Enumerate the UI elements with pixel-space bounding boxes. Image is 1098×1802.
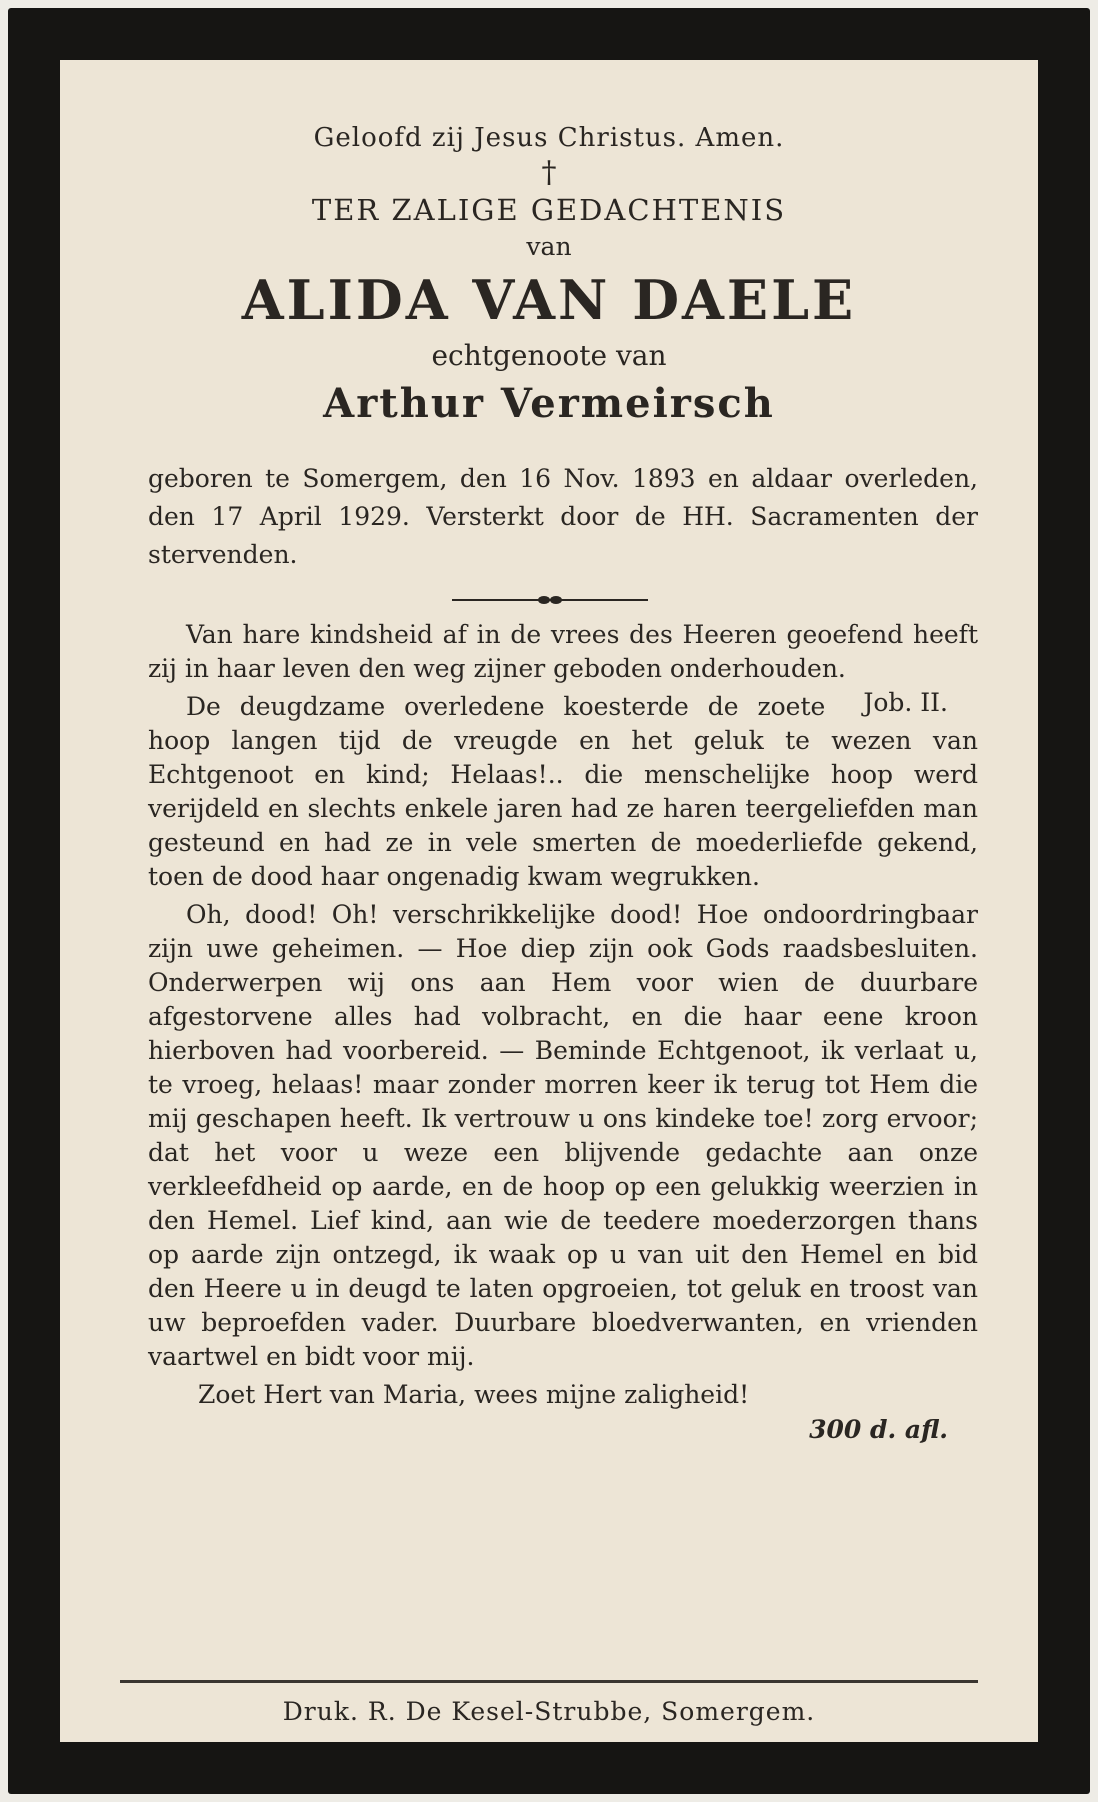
- indulgence-note: 300 d. afl.: [809, 1415, 948, 1444]
- verse-text: Van hare kindsheid af in de vrees des Heeren geoefend heeft zij in haar leven den weg zijner geboden onderhouden.: [148, 620, 978, 683]
- paragraph-farewell: Oh, dood! Oh! verschrikkelijke dood! Hoe ondoordringbaar zijn uwe geheimen. — Hoe diep zijn ook Gods raadsbesluiten. Onderwerpen wij ons aan Hem voor wien de duurbare afgestorvene alles had volbracht, en die haar eene kroon hierboven had voorbereid. — Beminde Echtgenoot, ik verlaat u, te vroeg, helaas! maar zonder morren keer ik terug tot Hem die mij geschapen heeft. Ik vertrouw u ons kindeke toe! zorg ervoor; dat het voor u weze een blijvende gedachte aan onze verkleefdheid op aarde, en de hoop op een gelukkig weerzien in den Hemel. Lief kind, aan wie de teedere moederzorgen thans op aarde zijn ontzegd, ik waak op u van uit den Hemel en bid den Heere u in deugd te laten opgroeien, tot geluk en troost van uw beproefden vader. Duurbare bloedverwanten, en vrienden vaartwel en bidt voor mij.: [148, 900, 978, 1371]
- printer-credit: Druk. R. De Kesel-Strubbe, Somergem.: [282, 1697, 816, 1726]
- deceased-name: ALIDA VAN DAELE: [241, 268, 857, 332]
- card-paper: [60, 60, 1038, 1742]
- scripture-verse: [148, 618, 978, 717]
- memoriam-heading: TER ZALIGE GEDACHTENIS: [311, 193, 787, 227]
- memorial-card: [8, 8, 1090, 1794]
- paragraph-life: De deugdzame overledene koesterde de zoete hoop langen tijd de vreugde en het geluk te wezen van Echtgenoot en kind; Helaas!.. die menschelijke hoop werd verijdeld en slechts enkele jaren had ze haren teergeliefden man gesteund en had ze in vele smerten de moederliefde gekend, toen de dood haar ongenadig kwam wegrukken.: [148, 692, 978, 891]
- van-word: van: [526, 232, 572, 261]
- memorial-text: [148, 618, 978, 1448]
- ornament-divider: [452, 594, 648, 606]
- invocation-line: Geloofd zij Jesus Christus. Amen.: [313, 123, 785, 153]
- spouse-intro: echtgenoote van: [431, 339, 667, 372]
- footer-rule: [120, 1680, 978, 1683]
- verse-reference: Job. II.: [863, 688, 948, 717]
- closing-prayer: Zoet Hert van Maria, wees mijne zaligheid!: [198, 1380, 750, 1409]
- spouse-name: Arthur Vermeirsch: [323, 380, 775, 427]
- card-header: [60, 120, 1038, 432]
- cross-icon: †: [541, 155, 557, 190]
- birth-death-dates: geboren te Somergem, den 16 Nov. 1893 en aldaar overleden, den 17 April 1929. Versterkt door de HH. Sacramenten der stervenden.: [148, 464, 978, 569]
